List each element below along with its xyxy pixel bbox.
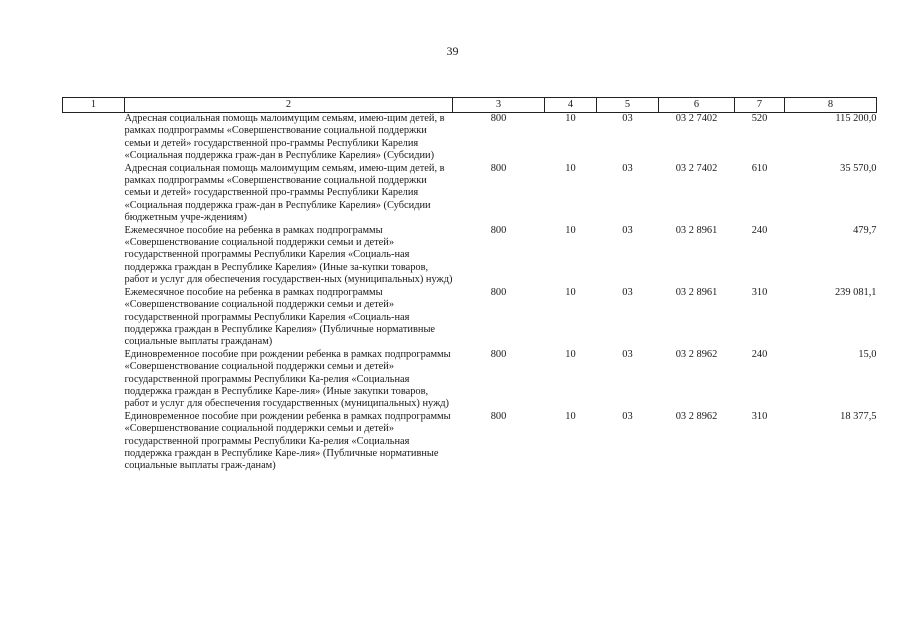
amount: 18 377,5 (840, 410, 877, 422)
table-row (63, 411, 877, 473)
expense-description: Единовременное пособие при рождении ребенка в рамках подпрограммы «Совершенствование социальной поддержки семьи и детей» государственной программы Республики Ка-релия «Социальная поддержка граждан в Республике Каре-лия» (Публичные нормативные социальные выплаты граж-данам) (124, 410, 451, 472)
ministry-code: 800 (490, 113, 507, 124)
column-header: 6 (659, 98, 735, 113)
target-article-code: 03 2 8961 (675, 286, 718, 298)
expense-description: Адресная социальная помощь малоимущим семьям, имею-щим детей, в рамках подпрограммы «Совершенствование социальной поддержки семьи и детей» государственной про-граммы Республики Карелия «Социальная поддержка граж-дан в Республике Карелия» (Субсидии) (124, 113, 445, 162)
section-code: 10 (565, 224, 576, 236)
expense-type-code: 240 (751, 224, 768, 236)
ministry-code: 800 (490, 224, 507, 236)
section-code: 10 (565, 410, 576, 422)
target-article-code: 03 2 7402 (675, 162, 718, 174)
amount: 35 570,0 (840, 162, 877, 174)
column-header: 3 (453, 98, 545, 113)
section-code: 10 (565, 348, 576, 360)
expense-description: Единовременное пособие при рождении ребенка в рамках подпрограммы «Совершенствование социальной поддержки семьи и детей» государственной программы Республики Ка-релия «Социальная поддержка граждан в Республике Каре-лия» (Иные закупки товаров, работ и услуг для обеспечения государственных (муниципальных) нужд) (124, 348, 451, 410)
column-header: 2 (125, 98, 453, 113)
column-header: 8 (785, 98, 877, 113)
subsection-code: 03 (622, 348, 633, 360)
section-code: 10 (565, 113, 576, 124)
ministry-code: 800 (490, 162, 507, 174)
page-number: 39 (446, 44, 459, 58)
target-article-code: 03 2 8962 (675, 348, 718, 360)
subsection-code: 03 (622, 224, 633, 236)
ministry-code: 800 (490, 286, 507, 298)
ministry-code: 800 (490, 410, 507, 422)
subsection-code: 03 (622, 113, 633, 124)
column-header: 1 (63, 98, 125, 113)
expense-type-code: 310 (751, 286, 768, 298)
amount: 239 081,1 (834, 286, 877, 298)
ministry-code: 800 (490, 348, 507, 360)
expense-type-code: 520 (751, 113, 768, 124)
amount: 479,7 (853, 224, 877, 236)
subsection-code: 03 (622, 286, 633, 298)
expense-type-code: 610 (751, 162, 768, 174)
column-header: 5 (597, 98, 659, 113)
target-article-code: 03 2 7402 (675, 113, 718, 124)
expense-type-code: 240 (751, 348, 768, 360)
subsection-code: 03 (622, 410, 633, 422)
expense-description: Ежемесячное пособие на ребенка в рамках подпрограммы «Совершенствование социальной поддержки семьи и детей» государственной программы Республики Карелия «Социаль-ная поддержка граждан в Республике Карелия» (Публичные нормативные социальные выплаты гражданам) (124, 286, 436, 348)
amount: 15,0 (858, 348, 877, 360)
table-row (63, 163, 877, 225)
table-row (63, 113, 877, 163)
expense-description: Адресная социальная помощь малоимущим семьям, имею-щим детей, в рамках подпрограммы «Совершенствование социальной поддержки семьи и детей» государственной про-граммы Республики Карелия «Социальная поддержка граж-дан в Республике Карелия» (Субсидии бюджетным учре-ждениям) (124, 162, 445, 224)
column-header: 4 (545, 98, 597, 113)
section-code: 10 (565, 286, 576, 298)
section-code: 10 (565, 162, 576, 174)
column-header: 7 (735, 98, 785, 113)
expense-description: Ежемесячное пособие на ребенка в рамках подпрограммы «Совершенствование социальной поддержки семьи и детей» государственной программы Республики Карелия «Социаль-ная поддержка граждан в Республике Карелия» (Иные за-купки товаров, работ и услуг для обеспечения государствен-ных (муниципальных) нужд) (124, 224, 453, 286)
table-row (63, 349, 877, 411)
expense-type-code: 310 (751, 410, 768, 422)
header-row (63, 98, 877, 113)
target-article-code: 03 2 8962 (675, 410, 718, 422)
table-row (63, 287, 877, 349)
table-row (63, 225, 877, 287)
target-article-code: 03 2 8961 (675, 224, 718, 236)
amount: 115 200,0 (835, 113, 877, 124)
budget-table (62, 97, 877, 473)
subsection-code: 03 (622, 162, 633, 174)
